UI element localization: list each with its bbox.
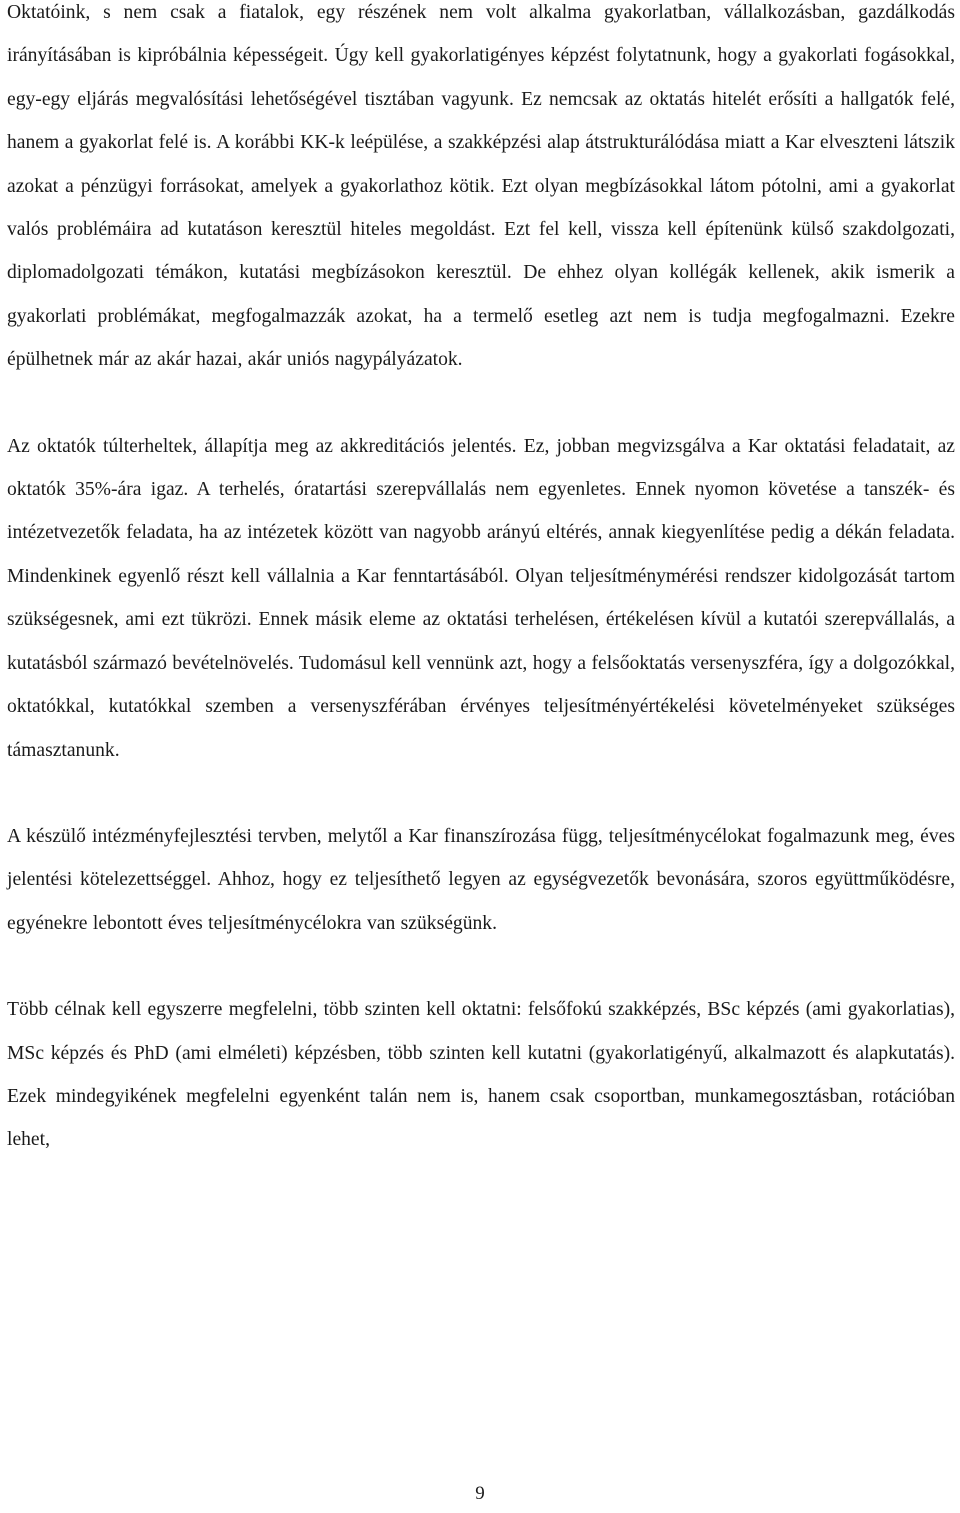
paragraph-development-plan: A készülő intézményfejlesztési tervben, melytől a Kar finanszírozása függ, teljesítménycélokat fogalmazunk meg, éves jelentési kötelezettséggel. Ahhoz, hogy ez teljesíthető legyen az egységvezetők bevonására, szoros együttműködésre, egyénekre lebontott éves teljesítménycélokra van szükségünk. xyxy=(7,825,955,934)
paragraph-multiple-goals: Több célnak kell egyszerre megfelelni, több szinten kell oktatni: felsőfokú szakképzés, BSc képzés (ami gyakorlatias), MSc képzés és PhD (ami elméleti) képzésben, több szinten kell kutatni (gyakorlatigényű, alkalmazott és alapkutatás). Ezek mindegyikének megfelelni egyenként talán nem is, hanem csak csoportban, munkamegosztásban, rotációban lehet, xyxy=(7,999,955,1151)
document-page xyxy=(7,0,955,1162)
paragraph-faculty-practice: Oktatóink, s nem csak a fiatalok, egy részének nem volt alkalma gyakorlatban, vállalkozásban, gazdálkodás irányításában is kipróbálnia képességeit. Úgy kell gyakorlatigényes képzést folytatnunk, hogy a gyakorlati fogásokkal, egy-egy eljárás megvalósítási lehetőségével tisztában vagyunk. Ez nemcsak az oktatás hitelét erősíti a hallgatók felé, hanem a gyakorlat felé is. A korábbi KK-k leépülése, a szakképzési alap átstrukturálódása miatt a Kar elveszteni látszik azokat a pénzügyi forrásokat, amelyek a gyakorlathoz kötik. Ezt olyan megbízásokkal látom pótolni, ami a gyakorlat valós problémáira ad kutatáson keresztül hiteles megoldást. Ezt fel kell, vissza kell építenünk külső szakdolgozati, diplomadolgozati témákon, kutatási megbízásokon keresztül. De ehhez olyan kollégák kellenek, akik ismerik a gyakorlati problémákat, megfogalmazzák azokat, ha a termelő esetleg azt nem is tudja megfogalmazni. Ezekre épülhetnek már az akár hazai, akár uniós nagypályázatok. xyxy=(7,2,955,371)
paragraph-teacher-workload: Az oktatók túlterheltek, állapítja meg az akkreditációs jelentés. Ez, jobban megvizsgálva a Kar oktatási feladatait, az oktatók 35%-ára igaz. A terhelés, óratartási szerepvállalás nem egyenletes. Ennek nyomon követése a tanszék- és intézetvezetők feladata, ha az intézetek között van nagyobb arányú eltérés, annak kiegyenlítése pedig a dékán feladata. Mindenkinek egyenlő részt kell vállalnia a Kar fenntartásából. Olyan teljesítménymérési rendszer kidolgozását tartom szükségesnek, ami ezt tükrözi. Ennek másik eleme az oktatási terhelésen, értékelésen kívül a kutatói szerepvállalás, a kutatásból származó bevételnövelés. Tudomásul kell vennünk azt, hogy a felsőoktatás versenyszféra, így a dolgozókkal, oktatókkal, kutatókkal szemben a versenyszférában érvényes teljesítményértékelési követelményeket szükséges támasztanunk. xyxy=(7,435,955,761)
page-number: 9 xyxy=(475,1483,485,1504)
